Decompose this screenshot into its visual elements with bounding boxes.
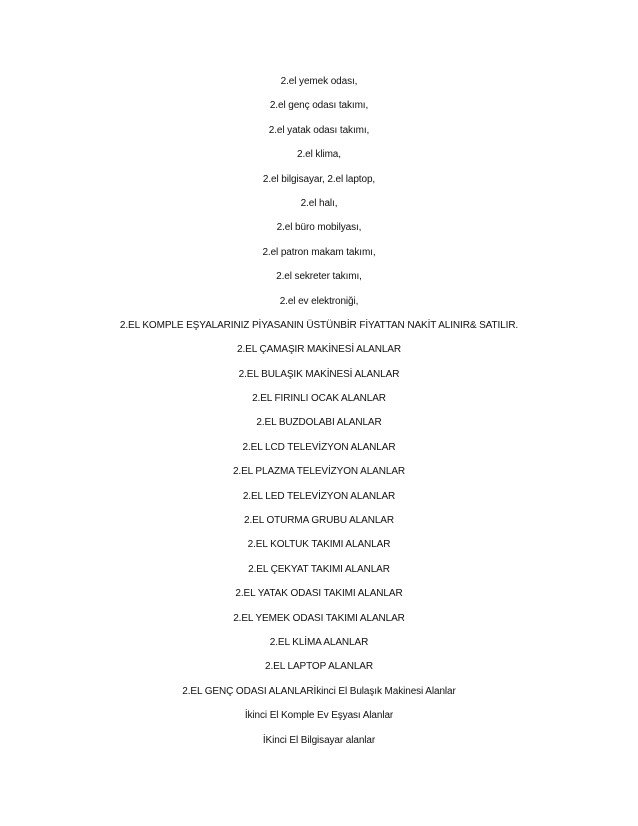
text-line: 2.el yemek odası, — [280, 76, 358, 87]
text-line: 2.el genç odası takımı, — [269, 100, 369, 112]
text-line: 2.el sekreter takımı, — [276, 271, 362, 283]
text-line: 2.EL ÇAMAŞIR MAKİNESİ ALANLAR — [236, 344, 401, 356]
text-line: 2.el ev elektroniği, — [279, 295, 359, 307]
text-line: 2.EL KOLTUK TAKIMI ALANLAR — [247, 539, 391, 551]
text-line: 2.EL LCD TELEVİZYON ALANLAR — [242, 441, 396, 453]
text-line: 2.EL LED TELEVİZYON ALANLAR — [242, 490, 396, 502]
text-line: 2.el bilgisayar, 2.el laptop, — [262, 173, 376, 185]
text-line: 2.el büro mobilyası, — [276, 222, 362, 234]
text-line: 2.EL OTURMA GRUBU ALANLAR — [244, 515, 394, 527]
text-line: 2.el halı, — [300, 197, 338, 209]
text-line: 2.el patron makam takımı, — [262, 246, 376, 258]
text-line: 2.EL ÇEKYAT TAKIMI ALANLAR — [248, 563, 390, 575]
text-line: 2.EL FIRINLI OCAK ALANLAR — [252, 393, 386, 405]
text-line: 2.EL YEMEK ODASI TAKIMI ALANLAR — [233, 612, 405, 624]
text-line: 2.el yatak odası takımı, — [268, 124, 370, 136]
text-line: 2.el klima, — [297, 149, 341, 161]
text-line: 2.EL GENÇ ODASI ALANLARİkinci El Bulaşık Makinesi Alanlar — [182, 685, 456, 697]
text-line: 2.EL KLİMA ALANLAR — [269, 636, 369, 648]
text-line: 2.EL YATAK ODASI TAKIMI ALANLAR — [235, 588, 403, 600]
text-line: İKinci El Bilgisayar alanlar — [262, 734, 376, 746]
text-line: 2.EL KOMPLE EŞYALARINIZ PİYASANIN ÜSTÜNBİR FİYATTAN NAKİT ALINIR& SATILIR. — [119, 319, 519, 331]
text-line: 2.EL PLAZMA TELEVİZYON ALANLAR — [232, 466, 406, 478]
text-line: 2.EL BULAŞIK MAKİNESİ ALANLAR — [238, 368, 400, 380]
text-line: İkinci El Komple Ev Eşyası Alanlar — [244, 710, 394, 722]
text-line: 2.EL LAPTOP ALANLAR — [265, 661, 373, 673]
text-line: 2.EL BUZDOLABI ALANLAR — [256, 417, 382, 429]
document-text-lines — [0, 70, 638, 753]
